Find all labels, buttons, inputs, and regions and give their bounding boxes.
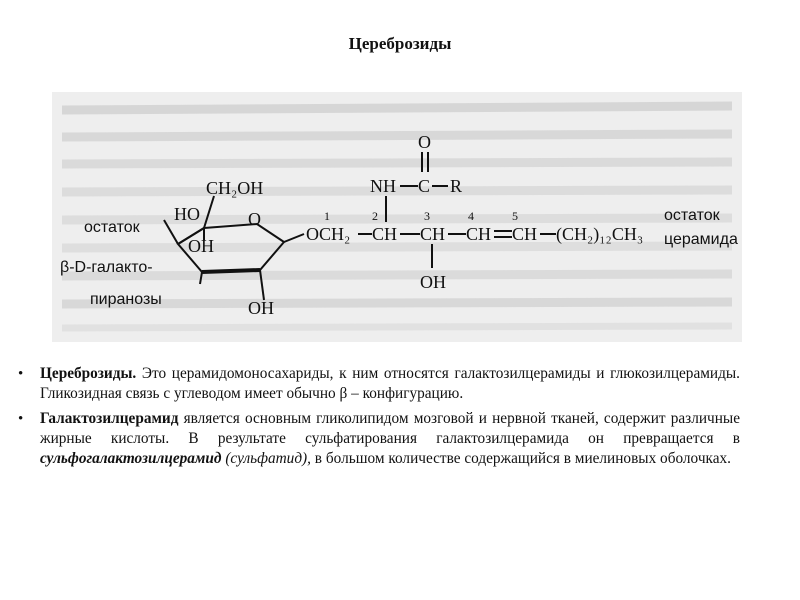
- structure-svg: [52, 92, 742, 342]
- page-title: Цереброзиды: [348, 34, 452, 53]
- label-left-1: остаток: [84, 219, 140, 236]
- chain-och2: OCH₂: [306, 224, 351, 244]
- bullet-list: [18, 364, 740, 474]
- label-right-2: церамида: [664, 231, 738, 248]
- bullet-emphasis: сульфогалактозилцерамид: [40, 450, 222, 467]
- bullet-lead: Галактозилцерамид: [40, 410, 179, 427]
- bullet-paren: (сульфатид),: [221, 450, 311, 467]
- bullet-text-b: в большом количестве содержащийся в миелиновых оболочках.: [310, 450, 731, 467]
- bullet-lead: Цереброзиды.: [40, 365, 137, 382]
- chain-ch-3: CH: [466, 224, 492, 244]
- hydroxyl-2: OH: [248, 298, 274, 318]
- chain-ch-2: CH: [420, 224, 446, 244]
- bullet-text-a: является основным гликолипидом мозговой и нервной тканей, содержит различные жирные кислоты. В результате сульфатирования галактозилцерамида он превращается в: [40, 410, 740, 447]
- carbon-number-2: 2: [372, 209, 378, 223]
- carbon-number-5: 5: [512, 209, 518, 223]
- ring-ch2oh: CH₂OH: [206, 178, 264, 198]
- label-left-3: пиранозы: [90, 291, 162, 308]
- hydroxyl-1: OH: [188, 236, 214, 256]
- chain-hydroxyl: OH: [420, 272, 446, 292]
- amide-carbon: C: [418, 176, 431, 196]
- carbon-number-1: 1: [324, 209, 330, 223]
- ring-oxygen: O: [248, 209, 261, 229]
- bullet-text: Это церамидомоносахариды, к ним относятся галактозилцерамиды и глюкозилцерамиды. Гликозидная связь с углеводом имеет обычно β – конфигурацию.: [40, 365, 740, 402]
- label-left-2: β-D-галакто-: [60, 259, 153, 276]
- label-right-1: остаток: [664, 207, 720, 224]
- bullet-item-cerebrosides: [18, 364, 740, 404]
- hydroxyl-ho: HO: [174, 204, 200, 224]
- carbon-number-3: 3: [424, 209, 430, 223]
- carbon-number-4: 4: [468, 209, 474, 223]
- bullet-item-galactosylceramide: [18, 409, 740, 469]
- amide-r-group: R: [450, 176, 463, 196]
- chain-tail: (CH₂)₁₂CH₃: [556, 224, 644, 244]
- amide-nh: NH: [370, 176, 396, 196]
- chain-ch-4: CH: [512, 224, 538, 244]
- cerebroside-structure-figure: [52, 92, 742, 342]
- carbonyl-oxygen: O: [418, 132, 431, 152]
- chain-ch-1: CH: [372, 224, 398, 244]
